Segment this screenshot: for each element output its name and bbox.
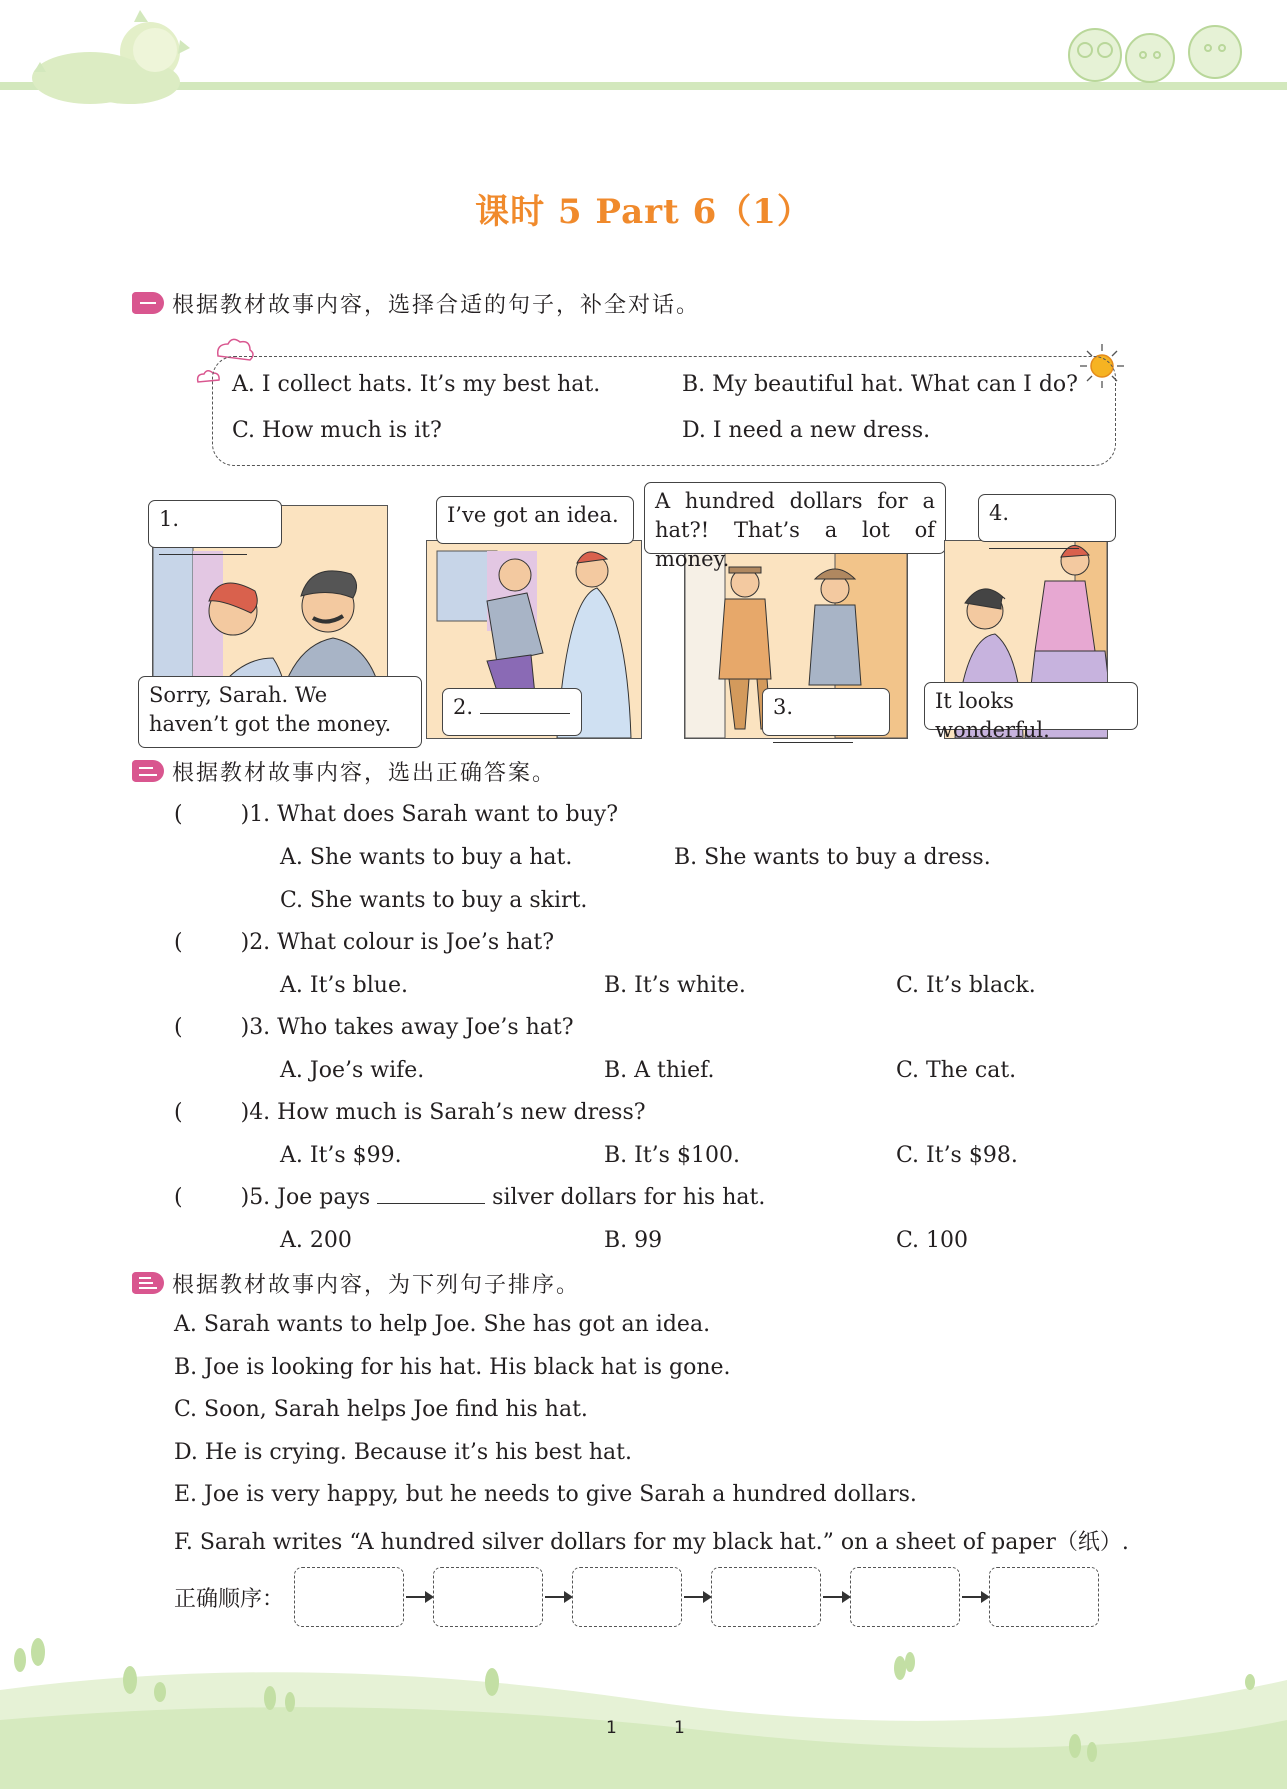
q3-option-c: C. The cat. (896, 1058, 1017, 1083)
sentence-a: A. Sarah wants to help Joe. She has got an idea. (174, 1312, 711, 1337)
panel-1-speech: Sorry, Sarah. We haven’t got the money. (149, 683, 392, 736)
panel-2-speech: I’ve got an idea. (447, 503, 619, 527)
order-box-5[interactable] (850, 1567, 960, 1627)
answer-paren-open: ( (174, 1015, 183, 1040)
cloud-sun-icon (32, 10, 190, 104)
q4-option-a: A. It’s $99. (280, 1143, 402, 1168)
q5-option-c: C. 100 (896, 1228, 969, 1253)
panel-4-speech: It looks wonderful. (935, 689, 1050, 742)
arrow-icon (684, 1596, 710, 1598)
q2-option-c: C. It’s black. (896, 973, 1036, 998)
question-5-text-pre: 5. Joe pays (249, 1185, 371, 1210)
panel-3-blank-bubble (762, 688, 890, 736)
question-5-text-post: silver dollars for his hat. (492, 1185, 766, 1210)
section-2-instruction: 根据教材故事内容，选出正确答案。 (172, 760, 557, 786)
footer-landscape-decoration (0, 1630, 1287, 1789)
option-d: D. I need a new dress. (682, 418, 931, 443)
answer-paren-close: ) (240, 1015, 250, 1040)
question-3 (174, 1015, 574, 1040)
sentence-c: C. Soon, Sarah helps Joe find his hat. (174, 1397, 588, 1422)
q5-fill-blank[interactable] (377, 1203, 485, 1204)
question-2-text: 2. What colour is Joe’s hat? (249, 930, 555, 955)
q4-option-b: B. It’s $100. (604, 1143, 740, 1168)
panel-3-number: 3. (773, 695, 794, 719)
q5-option-b: B. 99 (604, 1228, 663, 1253)
order-box-4[interactable] (711, 1567, 821, 1627)
order-box-2[interactable] (433, 1567, 543, 1627)
answer-paren-open: ( (174, 802, 183, 827)
order-box-6[interactable] (989, 1567, 1099, 1627)
panel-4-number: 4. (989, 501, 1010, 525)
answer-blank-4[interactable] (989, 548, 1079, 549)
panel-1-number: 1. (159, 507, 180, 531)
animal-faces-icon (1069, 26, 1241, 82)
page-number-right: 1 (674, 1718, 685, 1738)
panel-2-blank-bubble (442, 688, 582, 736)
answer-blank-3[interactable] (773, 742, 853, 743)
question-4 (174, 1100, 646, 1125)
panel-2-number: 2. (453, 695, 474, 719)
header-decoration (0, 0, 1287, 110)
q3-option-a: A. Joe’s wife. (280, 1058, 425, 1083)
sentence-b: B. Joe is looking for his hat. His black hat is gone. (174, 1355, 731, 1380)
arrow-icon (823, 1596, 849, 1598)
question-2 (174, 930, 554, 955)
answer-paren-open: ( (174, 930, 183, 955)
question-1 (174, 802, 618, 827)
panel-4-blank-bubble (978, 494, 1116, 542)
order-box-3[interactable] (572, 1567, 682, 1627)
order-box-1[interactable] (294, 1567, 404, 1627)
answer-blank-2[interactable] (480, 713, 570, 714)
section-3-instruction: 根据教材故事内容，为下列句子排序。 (172, 1272, 581, 1298)
q1-option-c: C. She wants to buy a skirt. (280, 888, 588, 913)
section-3-heading (132, 1268, 580, 1298)
q5-option-a: A. 200 (280, 1228, 352, 1253)
arrow-icon (962, 1596, 988, 1598)
section-number-badge (132, 760, 164, 782)
section-number-badge (132, 292, 164, 314)
panel-3-speech-bubble (644, 482, 946, 571)
q2-option-b: B. It’s white. (604, 973, 746, 998)
question-1-text: 1. What does Sarah want to buy? (249, 802, 619, 827)
q1-option-b: B. She wants to buy a dress. (674, 845, 991, 870)
order-label: 正确顺序： (174, 1587, 285, 1612)
answer-paren-open: ( (174, 1185, 183, 1210)
q1-option-a: A. She wants to buy a hat. (280, 845, 573, 870)
arrow-icon (545, 1596, 571, 1598)
sentence-d: D. He is crying. Because it’s his best hat. (174, 1440, 632, 1465)
arrow-icon (406, 1596, 432, 1598)
answer-paren-close: ) (240, 1100, 250, 1125)
answer-paren-close: ) (240, 802, 250, 827)
panel-3-speech: A hundred dollars for a hat?! That’s a lot of money. (655, 489, 935, 571)
panel-4-speech-bubble (924, 682, 1138, 742)
answer-paren-close: ) (240, 1185, 250, 1210)
panel-1-speech-bubble (138, 676, 422, 748)
option-c: C. How much is it? (232, 418, 442, 443)
section-2-heading (132, 756, 556, 786)
page-number-left: 1 (606, 1718, 617, 1738)
option-b: B. My beautiful hat. What can I do? (682, 372, 1078, 397)
panel-1-blank-bubble (148, 500, 282, 548)
q2-option-a: A. It’s blue. (280, 973, 408, 998)
question-3-text: 3. Who takes away Joe’s hat? (249, 1015, 574, 1040)
sentence-e: E. Joe is very happy, but he needs to give Sarah a hundred dollars. (174, 1482, 917, 1507)
panel-2-speech-bubble (436, 496, 634, 544)
sentence-f: F. Sarah writes “A hundred silver dollars for my black hat.” on a sheet of paper（纸）. (174, 1530, 1129, 1555)
question-5 (174, 1185, 765, 1210)
option-a: A. I collect hats. It’s my best hat. (232, 372, 601, 397)
section-number-badge (132, 1272, 164, 1294)
answer-paren-open: ( (174, 1100, 183, 1125)
page-title: 课时 5 Part 6（1） (475, 192, 812, 232)
question-4-text: 4. How much is Sarah’s new dress? (249, 1100, 646, 1125)
section-1-heading (132, 288, 700, 318)
answer-blank-1[interactable] (159, 554, 247, 555)
q3-option-b: B. A thief. (604, 1058, 715, 1083)
q4-option-c: C. It’s $98. (896, 1143, 1018, 1168)
answer-paren-close: ) (240, 930, 250, 955)
section-1-instruction: 根据教材故事内容，选择合适的句子，补全对话。 (172, 292, 701, 318)
